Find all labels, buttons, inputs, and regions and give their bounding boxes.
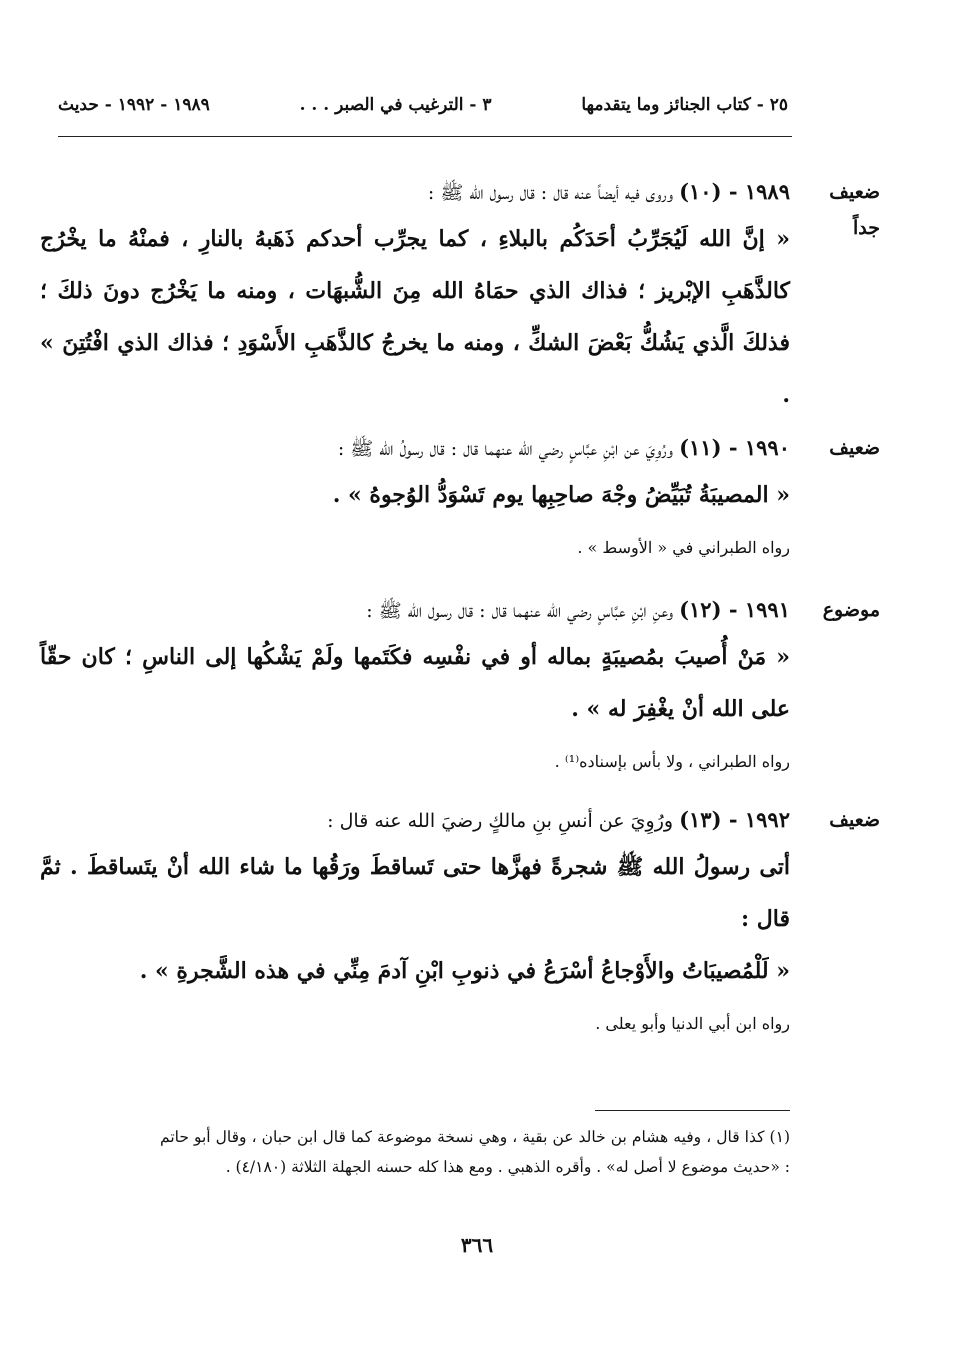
hadith-source: رواه ابن أبي الدنيا وأبو يعلى .	[595, 1014, 790, 1033]
hadith-text: « مَنْ أُصيبَ بمُصيبَةٍ بماله أو في نفْسِه فكَتَمها ولَمْ يَشْكُها إلى الناسِ ؛ كان حقّاً على الله أنْ يغْفِرَ له » .	[40, 644, 790, 722]
footnote-rule	[595, 1110, 790, 1111]
header-section: ٣ - الترغيب في الصبر . . .	[299, 95, 492, 115]
grade-label: ضعيف جداً	[829, 181, 880, 239]
hadith-text: أتى رسولُ الله ﷺ شجرةً فهزَّها حتى تَساقطَ ورَقُها ما شاء الله أنْ يتَساقطَ . ثمَّ قال :	[40, 854, 790, 932]
intro-text: ورُوِيَ عن ابْنِ عبَّاسٍ رضي الله عنهما قال : قال رسولُ الله ﷺ :	[337, 438, 674, 460]
hadith-intro	[40, 590, 790, 631]
grade-label: موضوع	[822, 599, 880, 621]
intro-text: ورُوِيَ عن أنسِ بنِ مالكٍ رضيَ الله عنه قال :	[327, 810, 674, 832]
hadith-text: « المصيبَةُ تُبَيِّضُ وجْهَ صاحِبِها يوم تَسْوَدُّ الوُجوهُ » .	[332, 482, 790, 508]
grade-label: ضعيف	[829, 809, 880, 831]
hadith-intro	[40, 428, 790, 469]
hadith-number: ١٩٨٩ - (١٠)	[679, 179, 790, 204]
header-range: ١٩٨٩ - ١٩٩٢ - حديث	[58, 95, 210, 115]
hadith-intro	[40, 800, 790, 841]
running-header	[58, 88, 788, 122]
intro-text: وروى فيه أيضاً عنه قال : قال رسول الله ﷺ :	[427, 182, 674, 204]
hadith-text-quote: « لَلْمُصيبَاتُ والأَوْجاعُ أسْرَعُ في ذنوبِ ابْنِ آدمَ مِنِّي في هذه الشَّجرةِ » .	[139, 958, 790, 984]
page-number: ٣٦٦	[460, 1233, 494, 1257]
grade-label: ضعيف	[829, 437, 880, 459]
hadith-source: رواه الطبراني في « الأوسط » .	[577, 538, 790, 557]
hadith-number: ١٩٩٠ - (١١)	[679, 435, 790, 460]
header-rule	[58, 136, 792, 137]
intro-text: وعنِ ابْنِ عبَّاسٍ رضي الله عنهما قال : قال رسول الله ﷺ :	[366, 600, 674, 622]
footnote: (١) كذا قال ، وفيه هشام بن خالد عن بقية ، وهي نسخة موضوعة كما قال ابن حبان ، وقال أبو حاتم : «حديث موضوع لا أصل له» . وأقره الذهبي . ومع هذا كله حسنه الجهلة الثلاثة (٤/١٨٠) .	[160, 1128, 790, 1176]
hadith-intro	[40, 172, 790, 213]
hadith-source: رواه الطبراني ، ولا بأس بإسناده⁽¹⁾ .	[554, 752, 790, 771]
header-chapter: ٢٥ - كتاب الجنائز وما يتقدمها	[581, 95, 788, 115]
hadith-text: « إنَّ الله لَيُجَرِّبُ أحَدَكُم بالبلاءِ ، كما يجرِّب أحدكم ذَهَبهُ بالنارِ ، فمنْهُ ما يخْرُج كالذَّهَبِ الإبْريز ؛ فذاك الذي حمَاهُ الله مِنَ الشُّبهَات ، ومنه ما يَخْرُج دونَ ذلكَ ؛ فذلكَ الَّذي يَشُكُّ بَعْضَ الشكِّ ، ومنه ما يخرجُ كالذَّهَبِ الأَسْوَدِ ؛ فذاك الذي افْتُتِنَ » .	[40, 226, 790, 408]
hadith-number: ١٩٩٢ - (١٣)	[679, 807, 790, 832]
hadith-number: ١٩٩١ - (١٢)	[679, 597, 790, 622]
